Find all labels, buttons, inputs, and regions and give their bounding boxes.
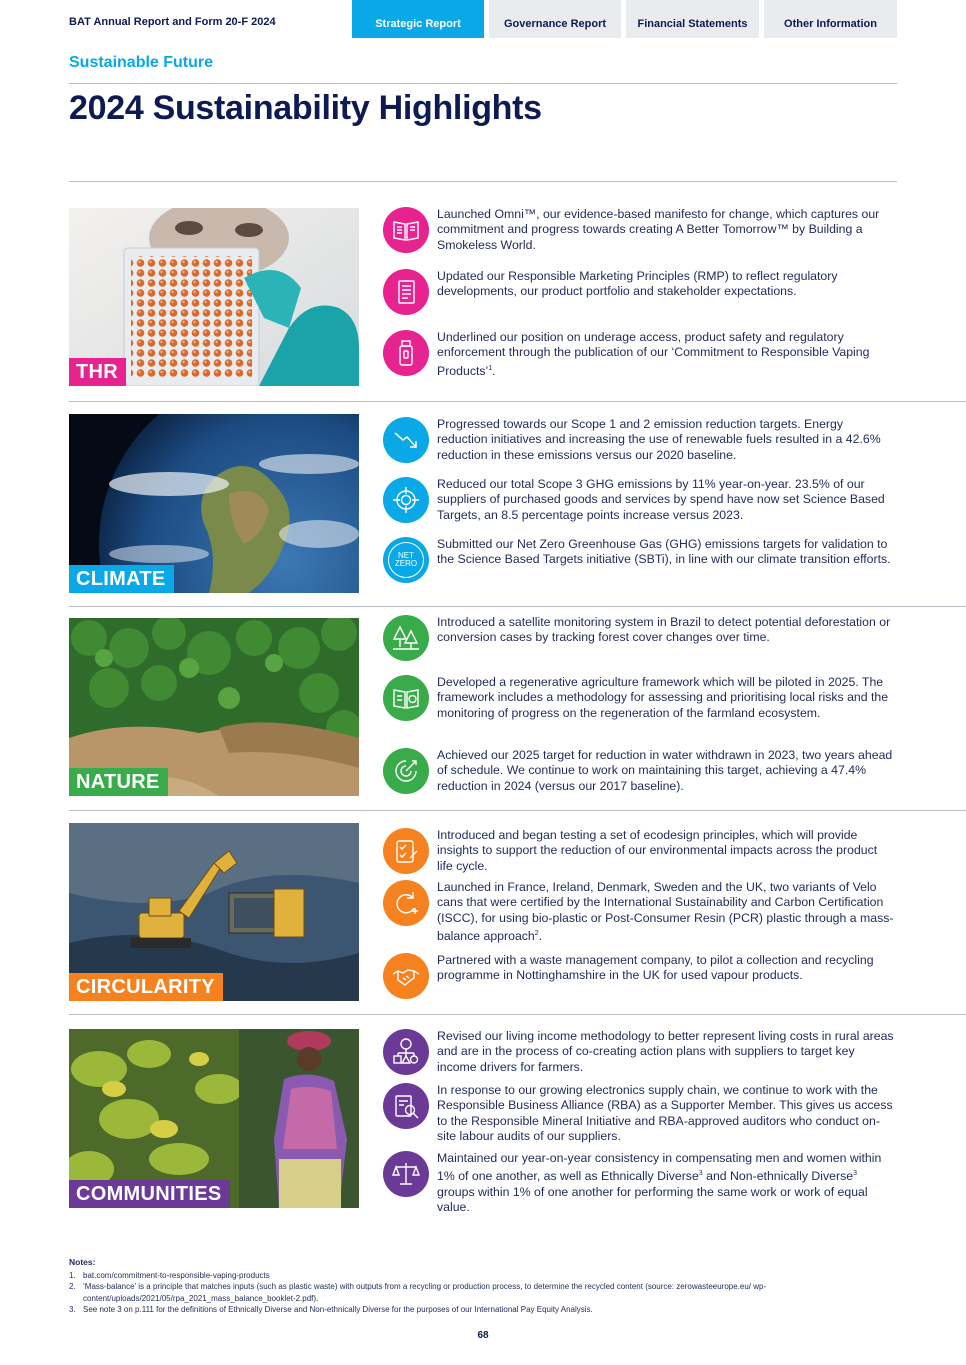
highlight-item [383, 748, 903, 794]
footnote: 2. ‘Mass-balance’ is a principle that matches inputs (such as plastic waste) with outputs from a recycling or production process, to determine the recycled content (source: zerowasteeurope.eu/ wp-content/uploads/2021/05/rpa_2021_mass_balance_booklet-2.pdf). [69, 1282, 767, 1303]
page-header [0, 0, 966, 38]
forest-trees-icon [383, 615, 429, 661]
notes-title: Notes: [69, 1257, 96, 1267]
water-target-icon [383, 748, 429, 794]
net-zero-icon: NET ZERO [383, 537, 429, 583]
ecodesign-checklist-icon [383, 828, 429, 874]
highlight-item [383, 330, 903, 379]
block-tag-thr: THR [69, 358, 126, 386]
highlight-text: Revised our living income methodology to better represent living costs in rural areas and are in the process of co-creating action plans with suppliers to target key income drivers for farmers. [437, 1029, 894, 1074]
highlight-item [383, 615, 903, 661]
highlight-item [383, 1029, 903, 1075]
block-tag-climate: CLIMATE [69, 565, 174, 593]
page-number: 68 [477, 1330, 489, 1341]
highlight-text: Progressed towards our Scope 1 and 2 emission reduction targets. Energy reduction initiatives and increasing the use of renewable fuels resulted in a 42.6% reduction in these emissions versus our 2020 baseline. [437, 417, 881, 462]
footnotes [69, 1257, 899, 1316]
circularity-image [69, 823, 359, 1001]
thr-image [69, 208, 359, 386]
audit-search-icon [383, 1083, 429, 1129]
highlight-item [383, 537, 903, 583]
nature-image [69, 618, 359, 796]
footnote: 3. See note 3 on p.111 for the definitions of Ethnically Diverse and Non-ethnically Diverse for the purposes of our International Pay Equity Analysis. [69, 1305, 593, 1314]
highlight-item [383, 207, 903, 253]
block-tag-nature: NATURE [69, 768, 168, 796]
balance-scale-icon [383, 1151, 429, 1197]
tab-strategic-report[interactable]: Strategic Report [352, 0, 484, 38]
highlight-item [383, 880, 903, 945]
highlight-text: Launched Omni™, our evidence-based manifesto for change, which captures our commitment and progress towards creating A Better Tomorrow™ by Building a Smokeless World. [437, 207, 880, 252]
target-icon [383, 477, 429, 523]
highlight-item [383, 1151, 903, 1216]
highlight-text: Introduced a satellite monitoring system in Brazil to detect potential deforestation or conversion cases by tracking forest cover changes over time. [437, 615, 891, 645]
manifesto-book-icon [383, 207, 429, 253]
highlight-item [383, 1083, 903, 1145]
highlight-text: Partnered with a waste management company, to pilot a collection and recycling programme in Nottinghamshire in the UK for used vapour products. [437, 953, 874, 983]
tab-financial-statements[interactable]: Financial Statements [626, 0, 759, 38]
recycle-circle-icon [383, 880, 429, 926]
document-icon [383, 269, 429, 315]
living-income-icon [383, 1029, 429, 1075]
highlight-item [383, 269, 903, 315]
divider [69, 606, 966, 607]
divider [69, 810, 966, 811]
highlight-text: In response to our growing electronics supply chain, we continue to work with the Responsible Business Alliance (RBA) as a Supporter Member. This gives us access to the Responsible Mineral Initiative and RBA-approved auditors who conduct on-site labour audits of our suppliers. [437, 1083, 893, 1144]
highlight-text: Updated our Responsible Marketing Principles (RMP) to reflect regulatory developments, our product portfolio and stakeholder expectations. [437, 269, 838, 299]
highlight-item [383, 477, 903, 523]
divider [69, 83, 897, 84]
highlight-item [383, 828, 903, 874]
block-tag-circularity: CIRCULARITY [69, 973, 223, 1001]
communities-image [69, 1029, 359, 1208]
vape-device-icon [383, 330, 429, 376]
section-label: Sustainable Future [69, 54, 214, 71]
downward-trend-icon [383, 417, 429, 463]
highlight-item [383, 675, 903, 721]
divider [69, 401, 966, 402]
highlight-text: Submitted our Net Zero Greenhouse Gas (GHG) emissions targets for validation to the Science Based Targets initiative (SBTi), in line with our climate transition efforts. [437, 537, 891, 567]
footnote: 1. bat.com/commitment-to-responsible-vaping-products [69, 1270, 270, 1280]
block-tag-communities: COMMUNITIES [69, 1180, 230, 1208]
page-title: 2024 Sustainability Highlights [69, 89, 542, 127]
highlight-text: Developed a regenerative agriculture framework which will be piloted in 2025. The framework includes a methodology for assessing and prioritising local risks and the monitoring of progress on the regeneration of the farmland ecosystem. [437, 675, 889, 720]
divider [69, 181, 897, 182]
divider [69, 1014, 966, 1015]
highlight-text: Launched in France, Ireland, Denmark, Sweden and the UK, two variants of Velo cans that were certified by the International Sustainability and Carbon Certification (ISCC), for using bio-plastic or Post-Consumer Resin (PCR) plastic through a mass-balance approach$^2$. [437, 880, 894, 944]
framework-book-icon [383, 675, 429, 721]
highlight-text: Reduced our total Scope 3 GHG emissions by 11% year-on-year. 23.5% of our suppliers of purchased goods and services by spend have now set Science Based Targets, an 8.5 percentage points increase versus 2023. [437, 477, 885, 522]
tab-governance-report[interactable]: Governance Report [489, 0, 621, 38]
tab-other-information[interactable]: Other Information [764, 0, 897, 38]
report-title: BAT Annual Report and Form 20-F 2024 [69, 16, 276, 28]
highlight-text: Underlined our position on underage access, product safety and regulatory enforcement through the publication of our ‘Commitment to Responsible Vaping Products’$^1$. [437, 330, 870, 378]
handshake-icon [383, 953, 429, 999]
highlight-text: Achieved our 2025 target for reduction in water withdrawn in 2023, two years ahead of schedule. We continue to work on maintaining this target, achieving a 47.4% reduction in 2024 (versus our 2017 baseline). [437, 748, 893, 793]
highlight-text: Introduced and began testing a set of ecodesign principles, which will provide insights to support the reduction of our environmental impacts across the product life cycle. [437, 828, 878, 873]
highlight-item [383, 417, 903, 463]
highlight-text: Maintained our year-on-year consistency in compensating men and women within 1% of one another, as well as Ethnically Diverse$^3$ and Non-ethnically Diverse$^3$ groups within 1% of one another for performing the same work or work of equal value. [437, 1151, 882, 1215]
climate-image [69, 414, 359, 593]
highlight-item [383, 953, 903, 999]
